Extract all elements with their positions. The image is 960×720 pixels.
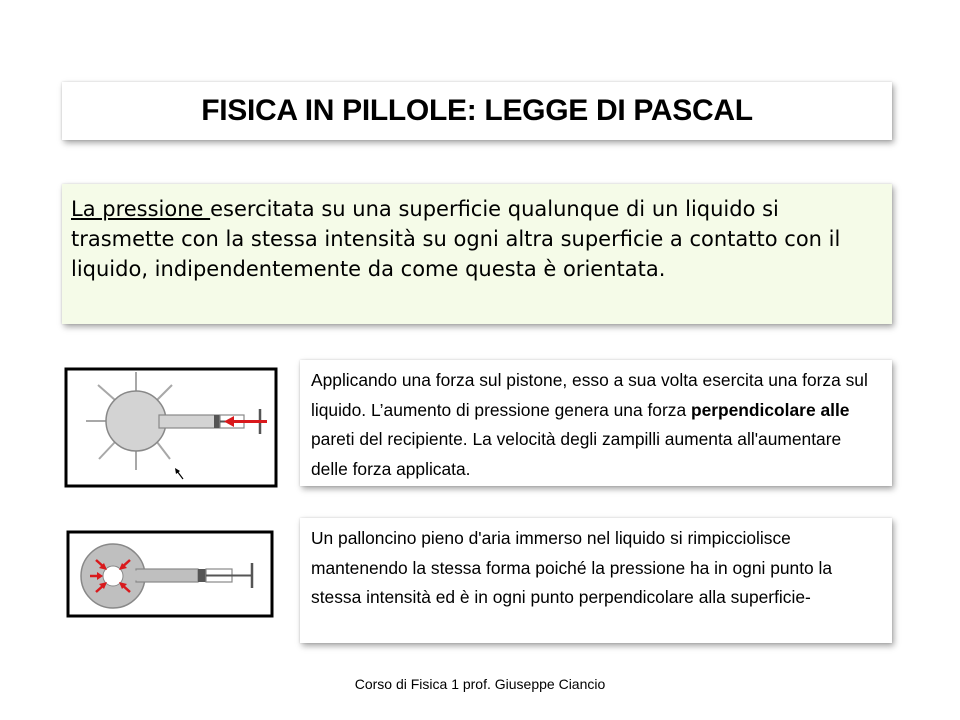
tube-joint: [162, 417, 174, 427]
piston-head: [198, 569, 206, 582]
title-box: [62, 82, 892, 140]
tube-joint: [132, 571, 142, 581]
piston-text-end: pareti del recipiente. La velocità degli zampilli aumenta all'aumentare delle forza applicata.: [311, 429, 842, 479]
definition-underlined-term: La pressione: [71, 197, 211, 221]
definition-body: esercitata su una superficie qualunque di un liquido si trasmette con la stessa intensità su ogni altra superficie a contatto con il liquido, indipendentemente da come questa è orientata.: [71, 197, 841, 281]
pascal-sphere-diagram: [64, 367, 280, 497]
slide-title: FISICA IN PILLOLE: LEGGE DI PASCAL: [201, 94, 753, 127]
pascal-balloon-diagram: [66, 530, 278, 622]
explanation-box-piston: [300, 360, 892, 486]
slide-footer: Corso di Fisica 1 prof. Giuseppe Ciancio: [354, 676, 606, 692]
explanation-text-balloon: Un palloncino pieno d'aria immerso nel liquido si rimpicciolisce mantenendo la stessa forma poiché la pressione ha in ogni punto la stessa intensità ed è in ogni punto perpendicolare alla superficie-: [311, 528, 833, 607]
explanation-text-piston: [311, 366, 882, 484]
piston-text-bold: perpendicolare alle: [690, 399, 850, 420]
piston-tube: [136, 569, 198, 582]
piston-head: [214, 415, 220, 428]
definition-text: [71, 194, 882, 284]
definition-box: [62, 184, 892, 324]
liquid-sphere: [106, 391, 166, 451]
explanation-box-balloon: [300, 518, 892, 643]
piston-text-start: Applicando una forza sul pistone, esso a sua volta esercita una forza sul liquido. L’aumento di pressione genera una forza: [311, 370, 868, 420]
